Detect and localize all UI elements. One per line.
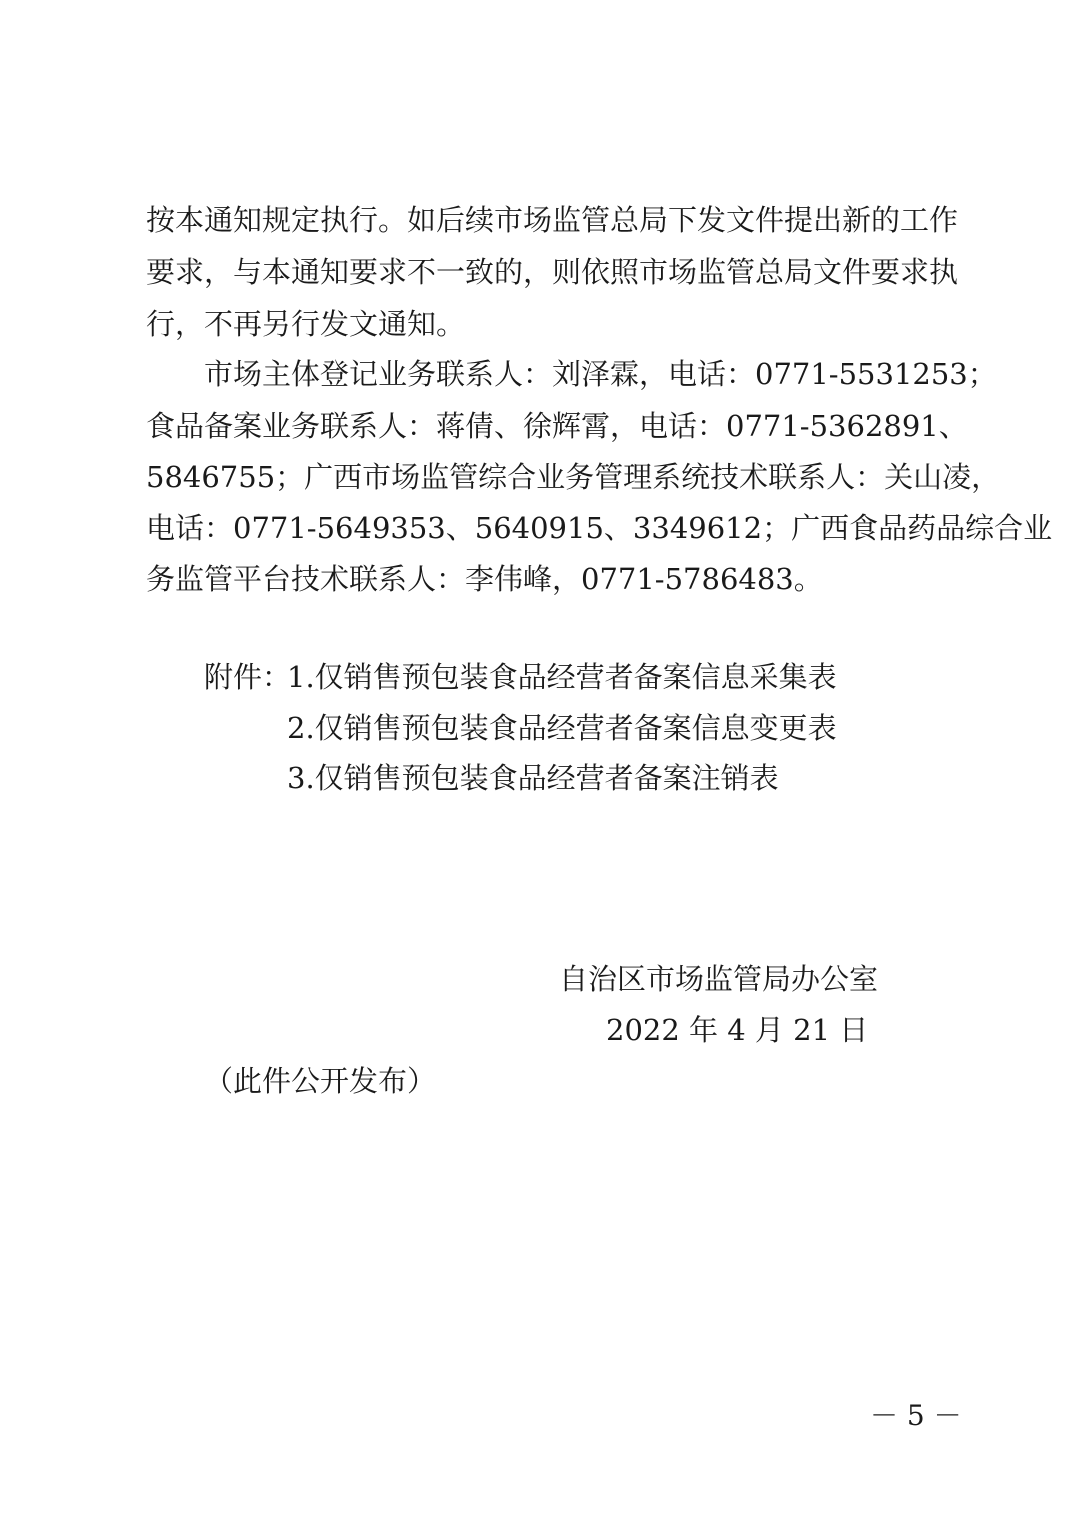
signature-org: 自治区市场监管局办公室 (559, 962, 879, 996)
paragraph-2-line-1: 市场主体登记业务联系人：刘泽霖，电话：0771-5531253； (204, 357, 997, 391)
paragraph-1-line-2: 要求，与本通知要求不一致的，则依照市场监管总局文件要求执 (146, 255, 959, 289)
signature-date: 2022 年 4 月 21 日 (606, 1013, 869, 1047)
paragraph-1-line-1: 按本通知规定执行。如后续市场监管总局下发文件提出新的工作 (146, 203, 959, 237)
attachment-item-3: 3.仅销售预包装食品经营者备案注销表 (287, 761, 779, 795)
disclosure-note: （此件公开发布） (204, 1064, 437, 1098)
paragraph-2-line-3: 5846755；广西市场监管综合业务管理系统技术联系人：关山凌， (146, 460, 1001, 494)
paragraph-2-line-2: 食品备案业务联系人：蒋倩、徐辉霄，电话：0771-5362891、 (146, 409, 968, 443)
attachment-item-2: 2.仅销售预包装食品经营者备案信息变更表 (287, 711, 837, 745)
paragraph-2-line-5: 务监管平台技术联系人：李伟峰，0771-5786483。 (146, 562, 823, 596)
page-number: － 5 － (870, 1399, 962, 1432)
paragraph-2-line-4: 电话：0771-5649353、5640915、3349612；广西食品药品综合业 (146, 511, 1053, 545)
attachment-item-1: 1.仅销售预包装食品经营者备案信息采集表 (287, 660, 837, 694)
paragraph-1-line-3: 行，不再另行发文通知。 (146, 307, 466, 341)
attachments-label: 附件： (204, 660, 292, 694)
